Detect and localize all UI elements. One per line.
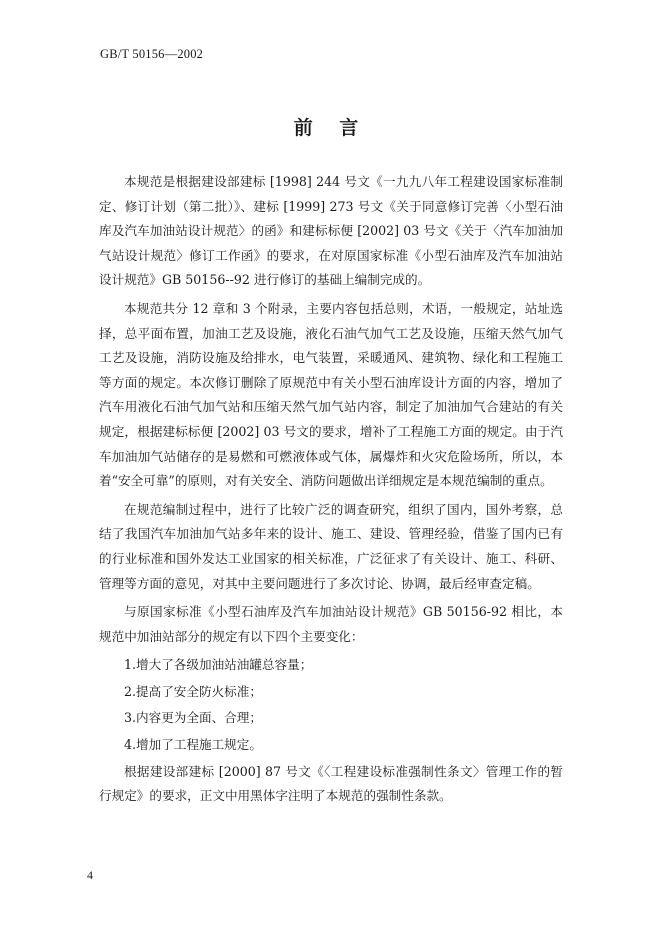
change-item-1: 1.增大了各级加油站油罐总容量； <box>124 657 313 673</box>
paragraph-basis: 本规范是根据建设部建标 [1998] 244 号文《一九九八年工程建设国家标准制定、修订计划（第二批）》、建标 [1999] 273 号文《关于同意修订完善〈小型石油库及汽车加油站设计规范〉的函》和建标标便 [2002] 03 号文《关于〈汽车加油加气站设计规范〉修订工作函》的要求，在对原国家标准《小型石油库及汽车加油站设计规范》GB 50156--92 进行修订的基础上编制完成的。 <box>99 174 563 288</box>
paragraph-mandatory: 根据建设部建标 [2000] 87 号文《〈工程建设标准强制性条文〉管理工作的暂行规定》的要求，正文中用黑体字注明了本规范的强制性条款。 <box>99 763 563 804</box>
page-title: 前 言 <box>293 117 369 139</box>
paragraph-comparison: 与原国家标准《小型石油库及汽车加油站设计规范》GB 50156-92 相比，本规范中加油站部分的规定有以下四个主要变化： <box>99 604 563 644</box>
paragraph-contents: 本规范共分 12 章和 3 个附录，主要内容包括总则，术语，一般规定，站址选择，总平面布置，加油工艺及设施，液化石油气加气工艺及设施，压缩天然气加气工艺及设施，消防设施及给排水，电气装置，采暖通风、建筑物、绿化和工程施工等方面的规定。本次修订删除了原规范中有关小型石油库设计方面的内容，增加了汽车用液化石油气加气站和压缩天然气加气站内容，制定了加油加气合建站的有关规定，根据建标标便 [2002] 03 号文的要求，增补了工程施工方面的规定。由于汽车加油加气站储存的是易燃和可燃液体或气体，属爆炸和火灾危险场所，所以，本着“安全可靠”的原则，对有关安全、消防问题做出详细规定是本规范编制的重点。 <box>99 300 563 489</box>
foreword-body <box>99 170 563 813</box>
page-number: 4 <box>87 868 93 882</box>
standard-code-header: GB/T 50156—2002 <box>100 47 204 61</box>
change-item-2: 2.提高了安全防火标准； <box>124 683 262 699</box>
change-item-4: 4.增加了工程施工规定。 <box>124 737 262 753</box>
change-item-3: 3.内容更为全面、合理； <box>124 710 262 726</box>
paragraph-process: 在规范编制过程中，进行了比较广泛的调查研究，组织了国内，国外考察，总结了我国汽车加油加气站多年来的设计、施工、建设、管理经验，借鉴了国内已有的行业标准和国外发达工业国家的相关标准，广泛征求了有关设计、施工、科研、管理等方面的意见，对其中主要问题进行了多次讨论、协调，最后经审查定稿。 <box>99 501 563 591</box>
